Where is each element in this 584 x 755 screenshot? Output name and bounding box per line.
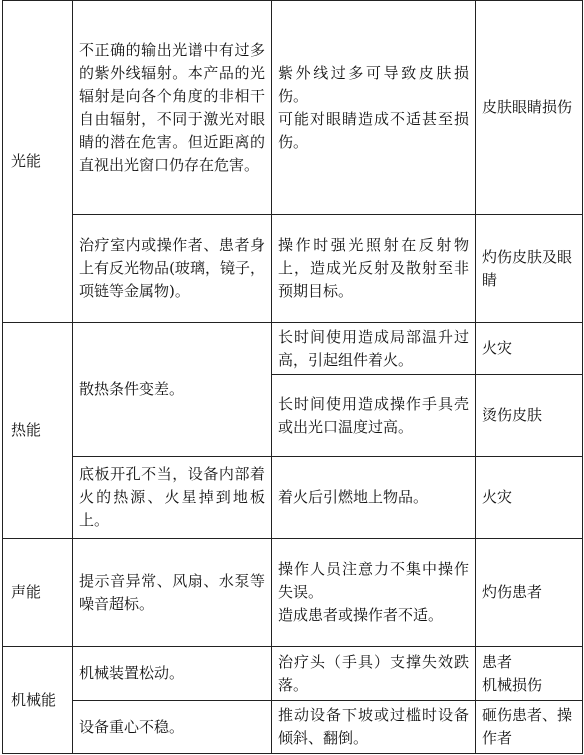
table-row	[3, 1, 583, 215]
hazard-cause: 设备重心不稳。	[73, 701, 272, 754]
hazard-cause: 机械装置松动。	[73, 647, 272, 701]
table-row	[3, 215, 583, 323]
hazard-category-heat: 热能	[3, 323, 73, 539]
consequence-line: 可能对眼睛造成不适甚至损伤。	[278, 109, 469, 151]
hazard-consequence: 长时间使用造成局部温升过高，引起组件着火。	[272, 323, 476, 375]
table-row	[3, 647, 583, 701]
consequence-line: 紫外线过多可导致皮肤损伤。	[278, 63, 469, 105]
hazard-consequence	[272, 1, 476, 215]
table-row	[3, 457, 583, 539]
hazard-harm: 火灾	[476, 457, 583, 539]
harm-line: 机械损伤	[482, 675, 543, 694]
hazard-cause: 不正确的输出光谱中有过多的紫外线辐射。本产品的光辐射是向各个角度的非相干自由辐射，不同于激光对眼睛的潜在危害。但近距离的直视出光窗口仍存在危害。	[73, 1, 272, 215]
table-row	[3, 701, 583, 754]
hazard-consequence	[272, 539, 476, 647]
hazard-category-light: 光能	[3, 1, 73, 323]
hazard-consequence: 操作时强光照射在反射物上，造成光反射及散射至非预期目标。	[272, 215, 476, 323]
hazard-table	[2, 0, 583, 754]
hazard-harm: 火灾	[476, 323, 583, 375]
hazard-consequence: 着火后引燃地上物品。	[272, 457, 476, 539]
hazard-cause: 提示音异常、风扇、水泵等噪音超标。	[73, 539, 272, 647]
hazard-harm: 砸伤患者、操作者	[476, 701, 583, 754]
hazard-cause: 散热条件变差。	[73, 323, 272, 457]
hazard-harm: 烫伤皮肤	[476, 375, 583, 457]
hazard-consequence: 治疗头（手具）支撑失效跌落。	[272, 647, 476, 701]
consequence-line: 造成患者或操作者不适。	[278, 606, 444, 624]
hazard-harm: 灼伤皮肤及眼睛	[476, 215, 583, 323]
hazard-cause: 治疗室内或操作者、患者身上有反光物品(玻璃，镜子，项链等金属物)。	[73, 215, 272, 323]
table-row	[3, 539, 583, 647]
hazard-harm: 灼伤患者	[476, 539, 583, 647]
hazard-cause: 底板开孔不当，设备内部着火的热源、火星掉到地板上。	[73, 457, 272, 539]
hazard-category-sound: 声能	[3, 539, 73, 647]
hazard-category-mechanical: 机械能	[3, 647, 73, 754]
hazard-harm	[476, 647, 583, 701]
hazard-consequence: 长时间使用造成操作手具壳或出光口温度过高。	[272, 375, 476, 457]
table-row	[3, 323, 583, 375]
hazard-consequence: 推动设备下坡或过槛时设备倾斜、翻倒。	[272, 701, 476, 754]
harm-line: 患者	[482, 652, 513, 671]
hazard-harm: 皮肤眼睛损伤	[476, 1, 583, 215]
consequence-line: 操作人员注意力不集中操作失误。	[278, 560, 469, 601]
